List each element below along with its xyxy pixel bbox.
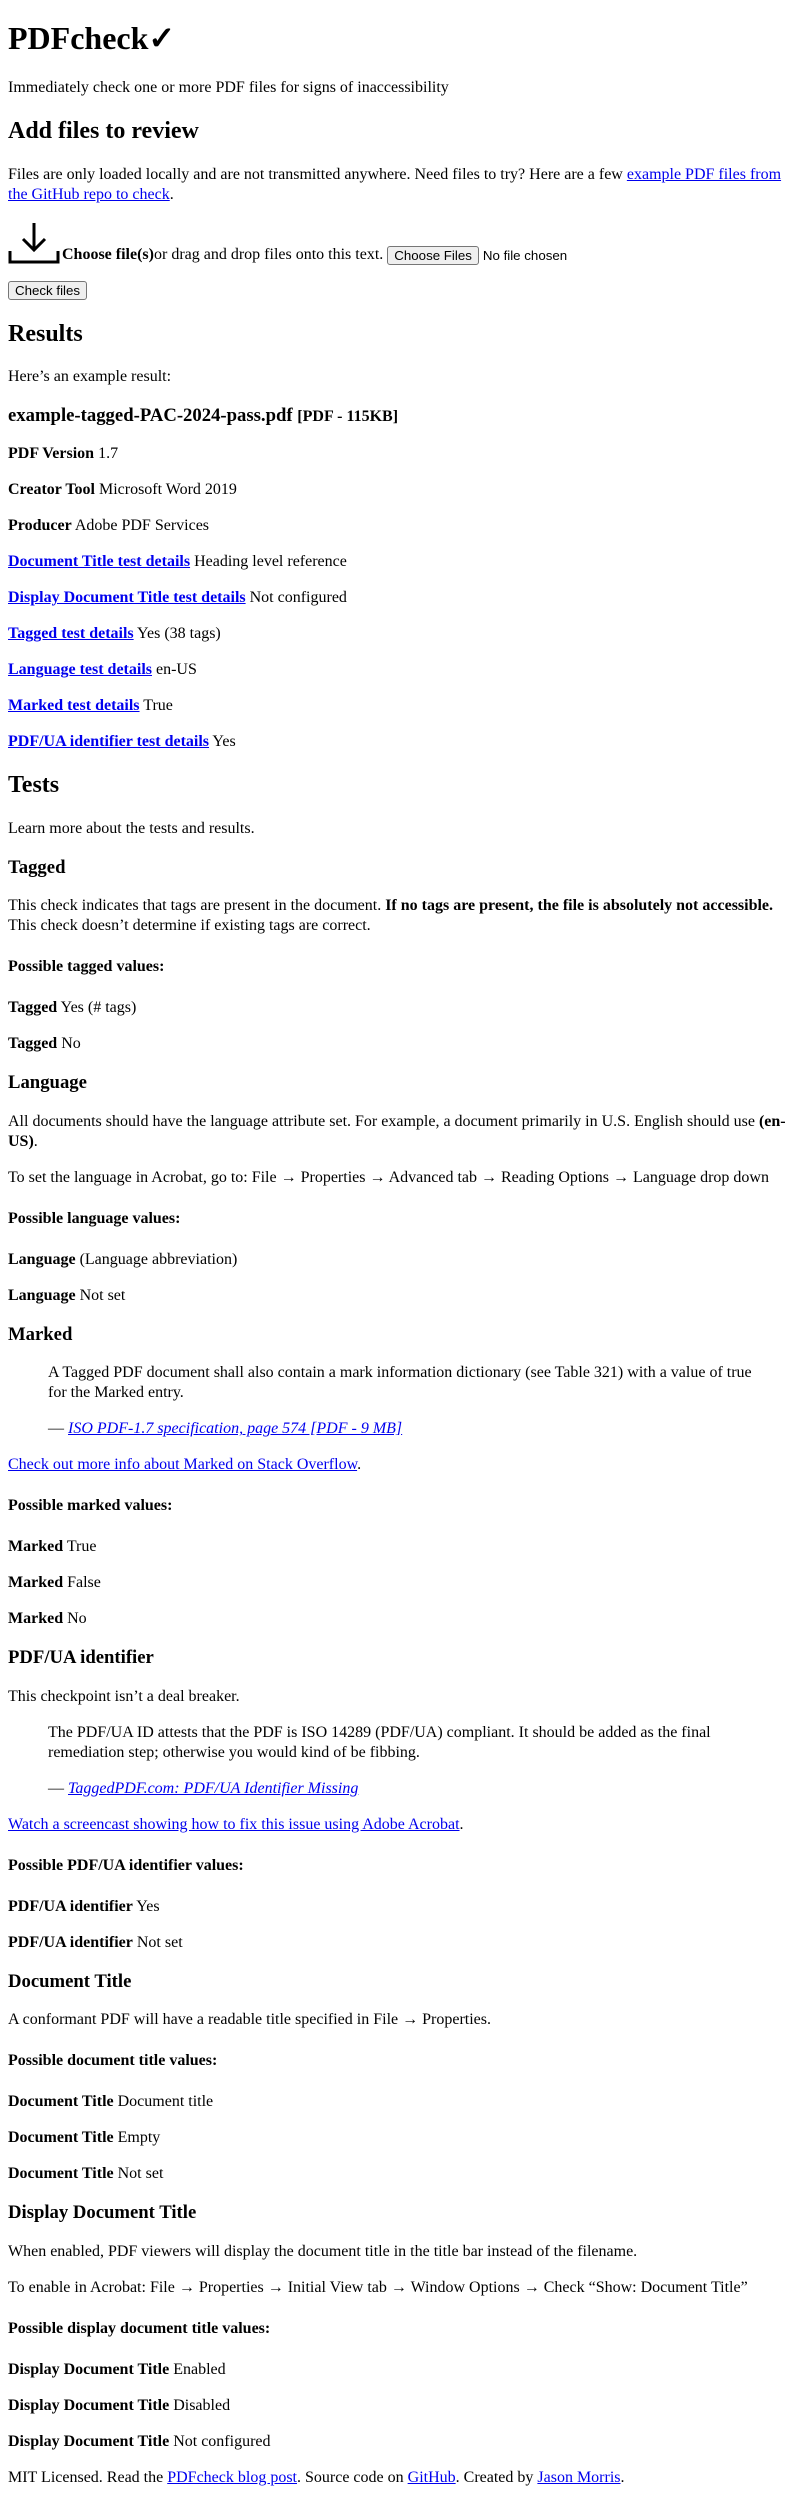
pdfua-screencast: [8, 1815, 792, 1835]
possible-value: [8, 2432, 792, 2452]
result-row-label: Marked test details: [8, 697, 140, 715]
marked-heading: Marked: [8, 1323, 73, 1345]
possible-value-label: Tagged: [8, 999, 58, 1017]
screencast-link[interactable]: Watch a screencast showing how to fix this issue using Adobe Acrobat: [8, 1815, 460, 1833]
no-file-status: No file chosen: [482, 247, 568, 263]
display-title-description: When enabled, PDF viewers will display the document title in the title bar instead of the filename.: [8, 2242, 638, 2260]
example-intro: Here’s an example result:: [8, 367, 172, 385]
tagged-text-bold: If no tags are present, the file is absolutely not accessible.: [385, 897, 774, 915]
marked-quote-text: A Tagged PDF document shall also contain a mark information dictionary (see Table 321) with a value of true for the Marked entry.: [48, 1364, 752, 1402]
possible-value-text: Yes: [136, 1897, 160, 1915]
possible-value-label: Tagged: [8, 1035, 58, 1053]
taggedpdf-link[interactable]: TaggedPDF.com: PDF/UA Identifier Missing: [68, 1779, 359, 1797]
example-files-link[interactable]: example PDF files from the GitHub repo to check: [8, 165, 782, 203]
tagged-values-heading: Possible tagged values:: [8, 958, 165, 976]
possible-value: [8, 998, 792, 1018]
result-row-value: en-US: [156, 661, 197, 679]
marked-values-heading: Possible marked values:: [8, 1497, 173, 1515]
language-heading: Language: [8, 1072, 87, 1094]
result-row-link[interactable]: [8, 697, 140, 714]
file-drop-zone[interactable]: [8, 221, 792, 265]
marked-more-end: .: [357, 1456, 362, 1474]
doc-title-values-heading: Possible document title values:: [8, 2052, 218, 2070]
result-file-meta: [PDF - 115KB]: [297, 407, 399, 425]
results-heading: Results: [8, 320, 83, 347]
add-files-heading: Add files to review: [8, 118, 199, 145]
intro-end: .: [169, 185, 174, 203]
result-row: [8, 624, 792, 644]
result-row-label: PDF/UA identifier test details: [8, 733, 210, 751]
result-row-value: Not configured: [249, 589, 347, 607]
choose-files-label: Choose file(s): [62, 245, 154, 263]
result-row-label: Creator Tool: [8, 481, 95, 499]
possible-value: [8, 2128, 792, 2148]
footer: [8, 2468, 792, 2488]
result-row-value: Yes: [212, 733, 236, 751]
possible-value-label: Document Title: [8, 2129, 114, 2147]
possible-value-text: True: [66, 1538, 97, 1556]
possible-value-label: Language: [8, 1286, 76, 1304]
marked-quote: [48, 1363, 752, 1439]
result-row-link[interactable]: [8, 553, 190, 570]
download-icon: [8, 221, 60, 265]
possible-value: [8, 1933, 792, 1953]
iso-spec-link[interactable]: ISO PDF-1.7 specification, page 574 [PDF - 9 MB]: [68, 1420, 403, 1438]
possible-value-text: False: [67, 1574, 101, 1592]
stackoverflow-link[interactable]: Check out more info about Marked on Stack Overflow: [8, 1456, 358, 1474]
result-row-label: Producer: [8, 517, 72, 535]
language-values-heading: Possible language values:: [8, 1209, 181, 1227]
doc-title-heading: Document Title: [8, 1970, 132, 1992]
result-row: [8, 444, 792, 464]
possible-value-label: Document Title: [8, 2093, 114, 2111]
result-row-label: Tagged test details: [8, 625, 134, 643]
result-row-label: PDF Version: [8, 445, 95, 463]
intro-text: Files are only loaded locally and are not transmitted anywhere. Need files to try? Here are a few: [8, 165, 627, 183]
tagged-values: [8, 998, 792, 1054]
pdfua-quote: [48, 1723, 752, 1799]
possible-value-label: Marked: [8, 1538, 64, 1556]
result-row-link[interactable]: [8, 625, 134, 642]
possible-value-label: Display Document Title: [8, 2396, 170, 2414]
footer-text-b: . Source code on: [297, 2468, 408, 2486]
display-title-acrobat-steps: To enable in Acrobat: File → Properties → Initial View tab → Window Options → Check “Show: Document Title”: [8, 2278, 748, 2296]
github-link[interactable]: GitHub: [407, 2468, 456, 2486]
doc-title-description: A conformant PDF will have a readable title specified in File → Properties.: [8, 2011, 491, 2029]
footer-text-a: MIT Licensed. Read the: [8, 2468, 168, 2486]
possible-value-label: Marked: [8, 1574, 64, 1592]
pdfua-quote-text: The PDF/UA ID attests that the PDF is ISO 14289 (PDF/UA) compliant. It should be added as the final remediation step; otherwise you would kind of be fibbing.: [48, 1723, 711, 1761]
possible-value-text: No: [67, 1610, 87, 1628]
language-text-bold: (en-US): [8, 1112, 786, 1150]
result-row-value: Adobe PDF Services: [74, 517, 210, 535]
footer-text-d: .: [620, 2468, 625, 2486]
result-file-name: example-tagged-PAC-2024-pass.pdf: [8, 404, 293, 426]
possible-value: [8, 1286, 792, 1306]
language-text-a: All documents should have the language attribute set. For example, a document primarily in U.S. English should use: [8, 1112, 759, 1130]
possible-value: [8, 2396, 792, 2416]
result-row-value: 1.7: [98, 445, 119, 463]
tagline: Immediately check one or more PDF files for signs of inaccessibility: [8, 79, 449, 97]
result-row: [8, 696, 792, 716]
marked-more: [8, 1455, 792, 1475]
check-files-button[interactable]: Check files: [8, 281, 87, 300]
possible-value-text: Not set: [79, 1286, 126, 1304]
language-values: [8, 1250, 792, 1306]
possible-value-text: No: [61, 1035, 81, 1053]
possible-value-text: Enabled: [173, 2360, 226, 2378]
possible-value-text: Empty: [117, 2129, 161, 2147]
page: [0, 21, 800, 2500]
language-acrobat-steps: To set the language in Acrobat, go to: File → Properties → Advanced tab → Reading Options → Language drop down: [8, 1168, 769, 1186]
screencast-end: .: [459, 1815, 464, 1833]
possible-value-label: Display Document Title: [8, 2360, 170, 2378]
result-row-value: Heading level reference: [194, 553, 347, 571]
language-text-b: .: [33, 1132, 38, 1150]
result-row-link[interactable]: [8, 733, 209, 750]
possible-value: [8, 1250, 792, 1270]
result-row-value: Microsoft Word 2019: [98, 481, 237, 499]
display-title-heading: Display Document Title: [8, 2202, 197, 2224]
result-row-value: True: [143, 697, 173, 715]
cite-prefix: —: [48, 1779, 68, 1797]
result-row-value: Yes (38 tags): [137, 625, 221, 643]
doc-title-values: [8, 2092, 792, 2184]
tagged-description: [8, 896, 792, 936]
drag-drop-text: or drag and drop files onto this text.: [153, 245, 384, 263]
result-rows: [8, 444, 792, 752]
result-row: [8, 552, 792, 572]
possible-value: [8, 2164, 792, 2184]
possible-value: [8, 1573, 792, 1593]
cite-prefix: —: [48, 1420, 68, 1438]
possible-value-text: Not set: [117, 2165, 164, 2183]
display-title-values-heading: Possible display document title values:: [8, 2319, 271, 2337]
possible-value-text: Document title: [117, 2093, 214, 2111]
possible-value-text: Yes (# tags): [60, 999, 137, 1017]
possible-value-label: PDF/UA identifier: [8, 1897, 133, 1915]
possible-value-label: Display Document Title: [8, 2432, 170, 2450]
result-row-label: Display Document Title test details: [8, 589, 246, 607]
blog-post-link[interactable]: PDFcheck blog post: [167, 2468, 297, 2486]
tests-heading: Tests: [8, 772, 60, 799]
pdfua-values: [8, 1897, 792, 1953]
pdfua-values-heading: Possible PDF/UA identifier values:: [8, 1856, 244, 1874]
result-row: [8, 516, 792, 536]
possible-value-text: (Language abbreviation): [79, 1250, 238, 1268]
possible-value-label: Document Title: [8, 2165, 114, 2183]
pdfua-quote-cite: [48, 1779, 752, 1799]
language-description: [8, 1112, 792, 1152]
possible-value-label: Language: [8, 1250, 76, 1268]
footer-text-c: . Created by: [455, 2468, 538, 2486]
result-row-label: Document Title test details: [8, 553, 191, 571]
possible-value: [8, 1609, 792, 1629]
display-title-values: [8, 2360, 792, 2452]
page-title: PDFcheck✓: [8, 20, 176, 56]
marked-quote-cite: [48, 1419, 752, 1439]
possible-value-label: PDF/UA identifier: [8, 1933, 133, 1951]
author-link[interactable]: Jason Morris: [537, 2468, 621, 2486]
marked-values: [8, 1537, 792, 1629]
tagged-text-a: This check indicates that tags are present in the document.: [8, 897, 386, 915]
possible-value: [8, 1897, 792, 1917]
tests-intro: Learn more about the tests and results.: [8, 819, 255, 837]
possible-value-text: Not configured: [173, 2432, 271, 2450]
result-row-link[interactable]: [8, 589, 246, 606]
possible-value: [8, 1034, 792, 1054]
result-row: [8, 732, 792, 752]
possible-value-text: Disabled: [173, 2396, 231, 2414]
result-file-heading: [8, 405, 792, 427]
result-row-link[interactable]: [8, 661, 152, 678]
choose-files-button[interactable]: Choose Files: [387, 246, 479, 265]
tagged-heading: Tagged: [8, 856, 66, 878]
pdfua-intro: This checkpoint isn’t a deal breaker.: [8, 1687, 240, 1705]
possible-value-text: Not set: [136, 1933, 183, 1951]
result-row: [8, 480, 792, 500]
result-row: [8, 660, 792, 680]
possible-value: [8, 2360, 792, 2380]
possible-value: [8, 1537, 792, 1557]
result-row-label: Language test details: [8, 661, 152, 679]
possible-value-label: Marked: [8, 1610, 64, 1628]
result-row: [8, 588, 792, 608]
possible-value: [8, 2092, 792, 2112]
pdfua-heading: PDF/UA identifier: [8, 1647, 154, 1669]
add-files-intro: [8, 165, 792, 205]
tagged-text-b: This check doesn’t determine if existing tags are correct.: [8, 917, 371, 935]
